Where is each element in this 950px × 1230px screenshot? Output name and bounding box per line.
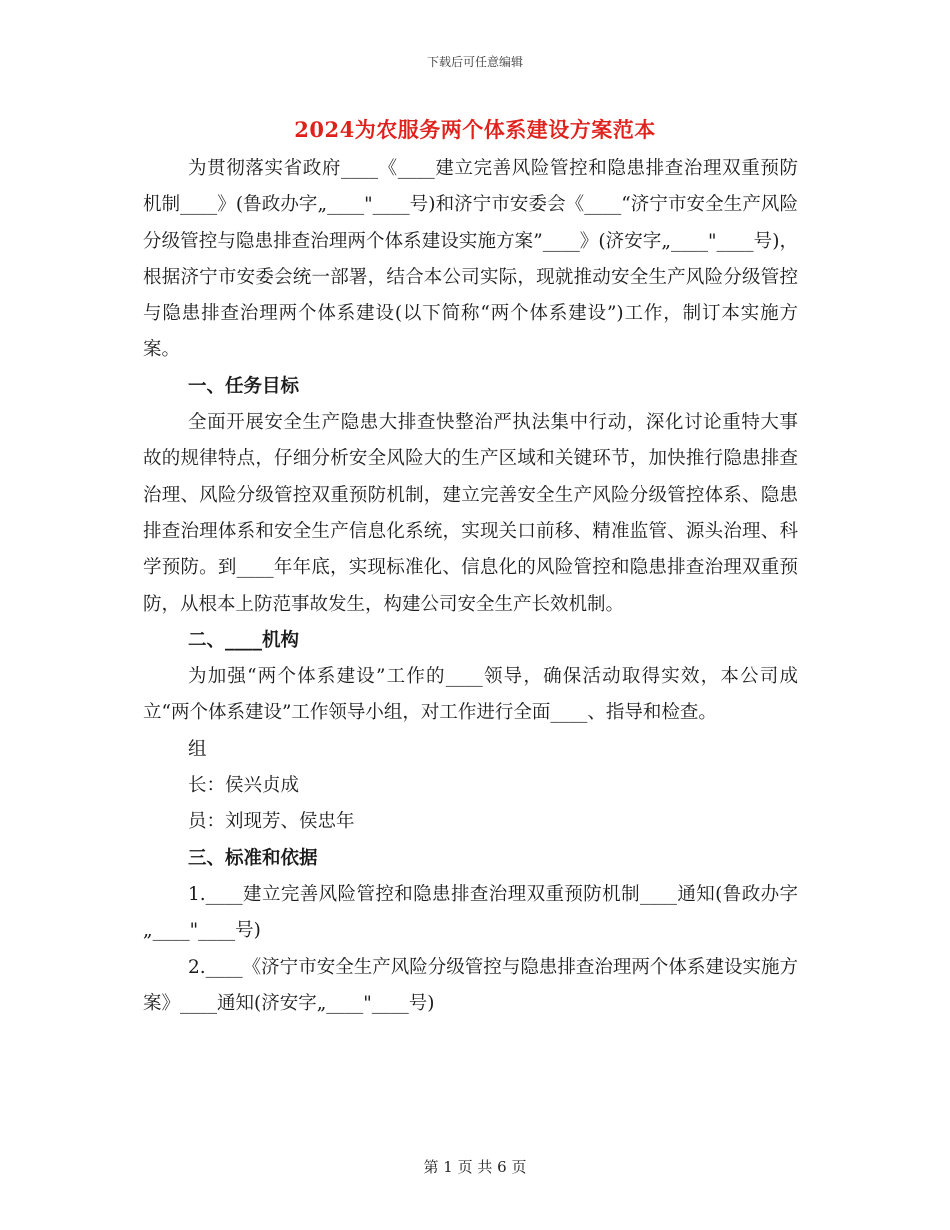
leader-line: 长：侯兴贞成: [188, 775, 300, 797]
standard-item-1: 1.____建立完善风险管控和隐患排查治理双重预防机制____通知(鲁政办字„____"____号): [143, 883, 798, 942]
header-note: 下载后可任意编辑: [426, 55, 523, 69]
page-footer: 第 1 页 共 6 页: [423, 1158, 527, 1176]
standard-item-2: 2.____《济宁市安全生产风险分级管控与隐患排查治理两个体系建设实施方案》____通知(济安字„____"____号): [143, 956, 798, 1014]
organization-paragraph: 为加强“两个体系建设”工作的____领导，确保活动取得实效，本公司成立“两个体系建设”工作领导小组，对工作进行全面____、指导和检查。: [143, 666, 798, 724]
section-heading-goals: 一、任务目标: [188, 375, 300, 397]
goals-paragraph: 全面开展安全生产隐患大排查快整治严执法集中行动，深化讨论重特大事故的规律特点，仔细分析安全风险大的生产区域和关键环节，加快推行隐患排查治理、风险分级管控双重预防机制，建立完善安全生产风险分级管控体系、隐患排查治理体系和安全生产信息化系统，实现关口前移、精准监管、源头治理、科学预防。到____年年底，实现标准化、信息化的风险管控和隐患排查治理双重预防，从根本上防范事故发生，构建公司安全生产长效机制。: [143, 412, 798, 615]
document-title: 2024为农服务两个体系建设方案范本: [294, 117, 656, 142]
section-heading-standards: 三、标准和依据: [188, 847, 318, 869]
group-line: 组: [188, 738, 207, 760]
members-line: 员：刘现芳、侯忠年: [188, 811, 355, 833]
intro-paragraph: 为贯彻落实省政府____《____建立完善风险管控和隐患排查治理双重预防机制____》(鲁政办字„____"____号)和济宁市安委会《____“济宁市安全生产风险分级管控与隐患排查治理两个体系建设实施方案”____》(济安字„____"____号)，根据济宁市安委会统一部署，结合本公司实际，现就推动安全生产风险分级管控与隐患排查治理两个体系建设(以下简称“两个体系建设”)工作，制订本实施方案。: [143, 158, 798, 361]
section-heading-organization: 二、____机构: [188, 629, 300, 651]
document-body: [143, 151, 798, 1022]
